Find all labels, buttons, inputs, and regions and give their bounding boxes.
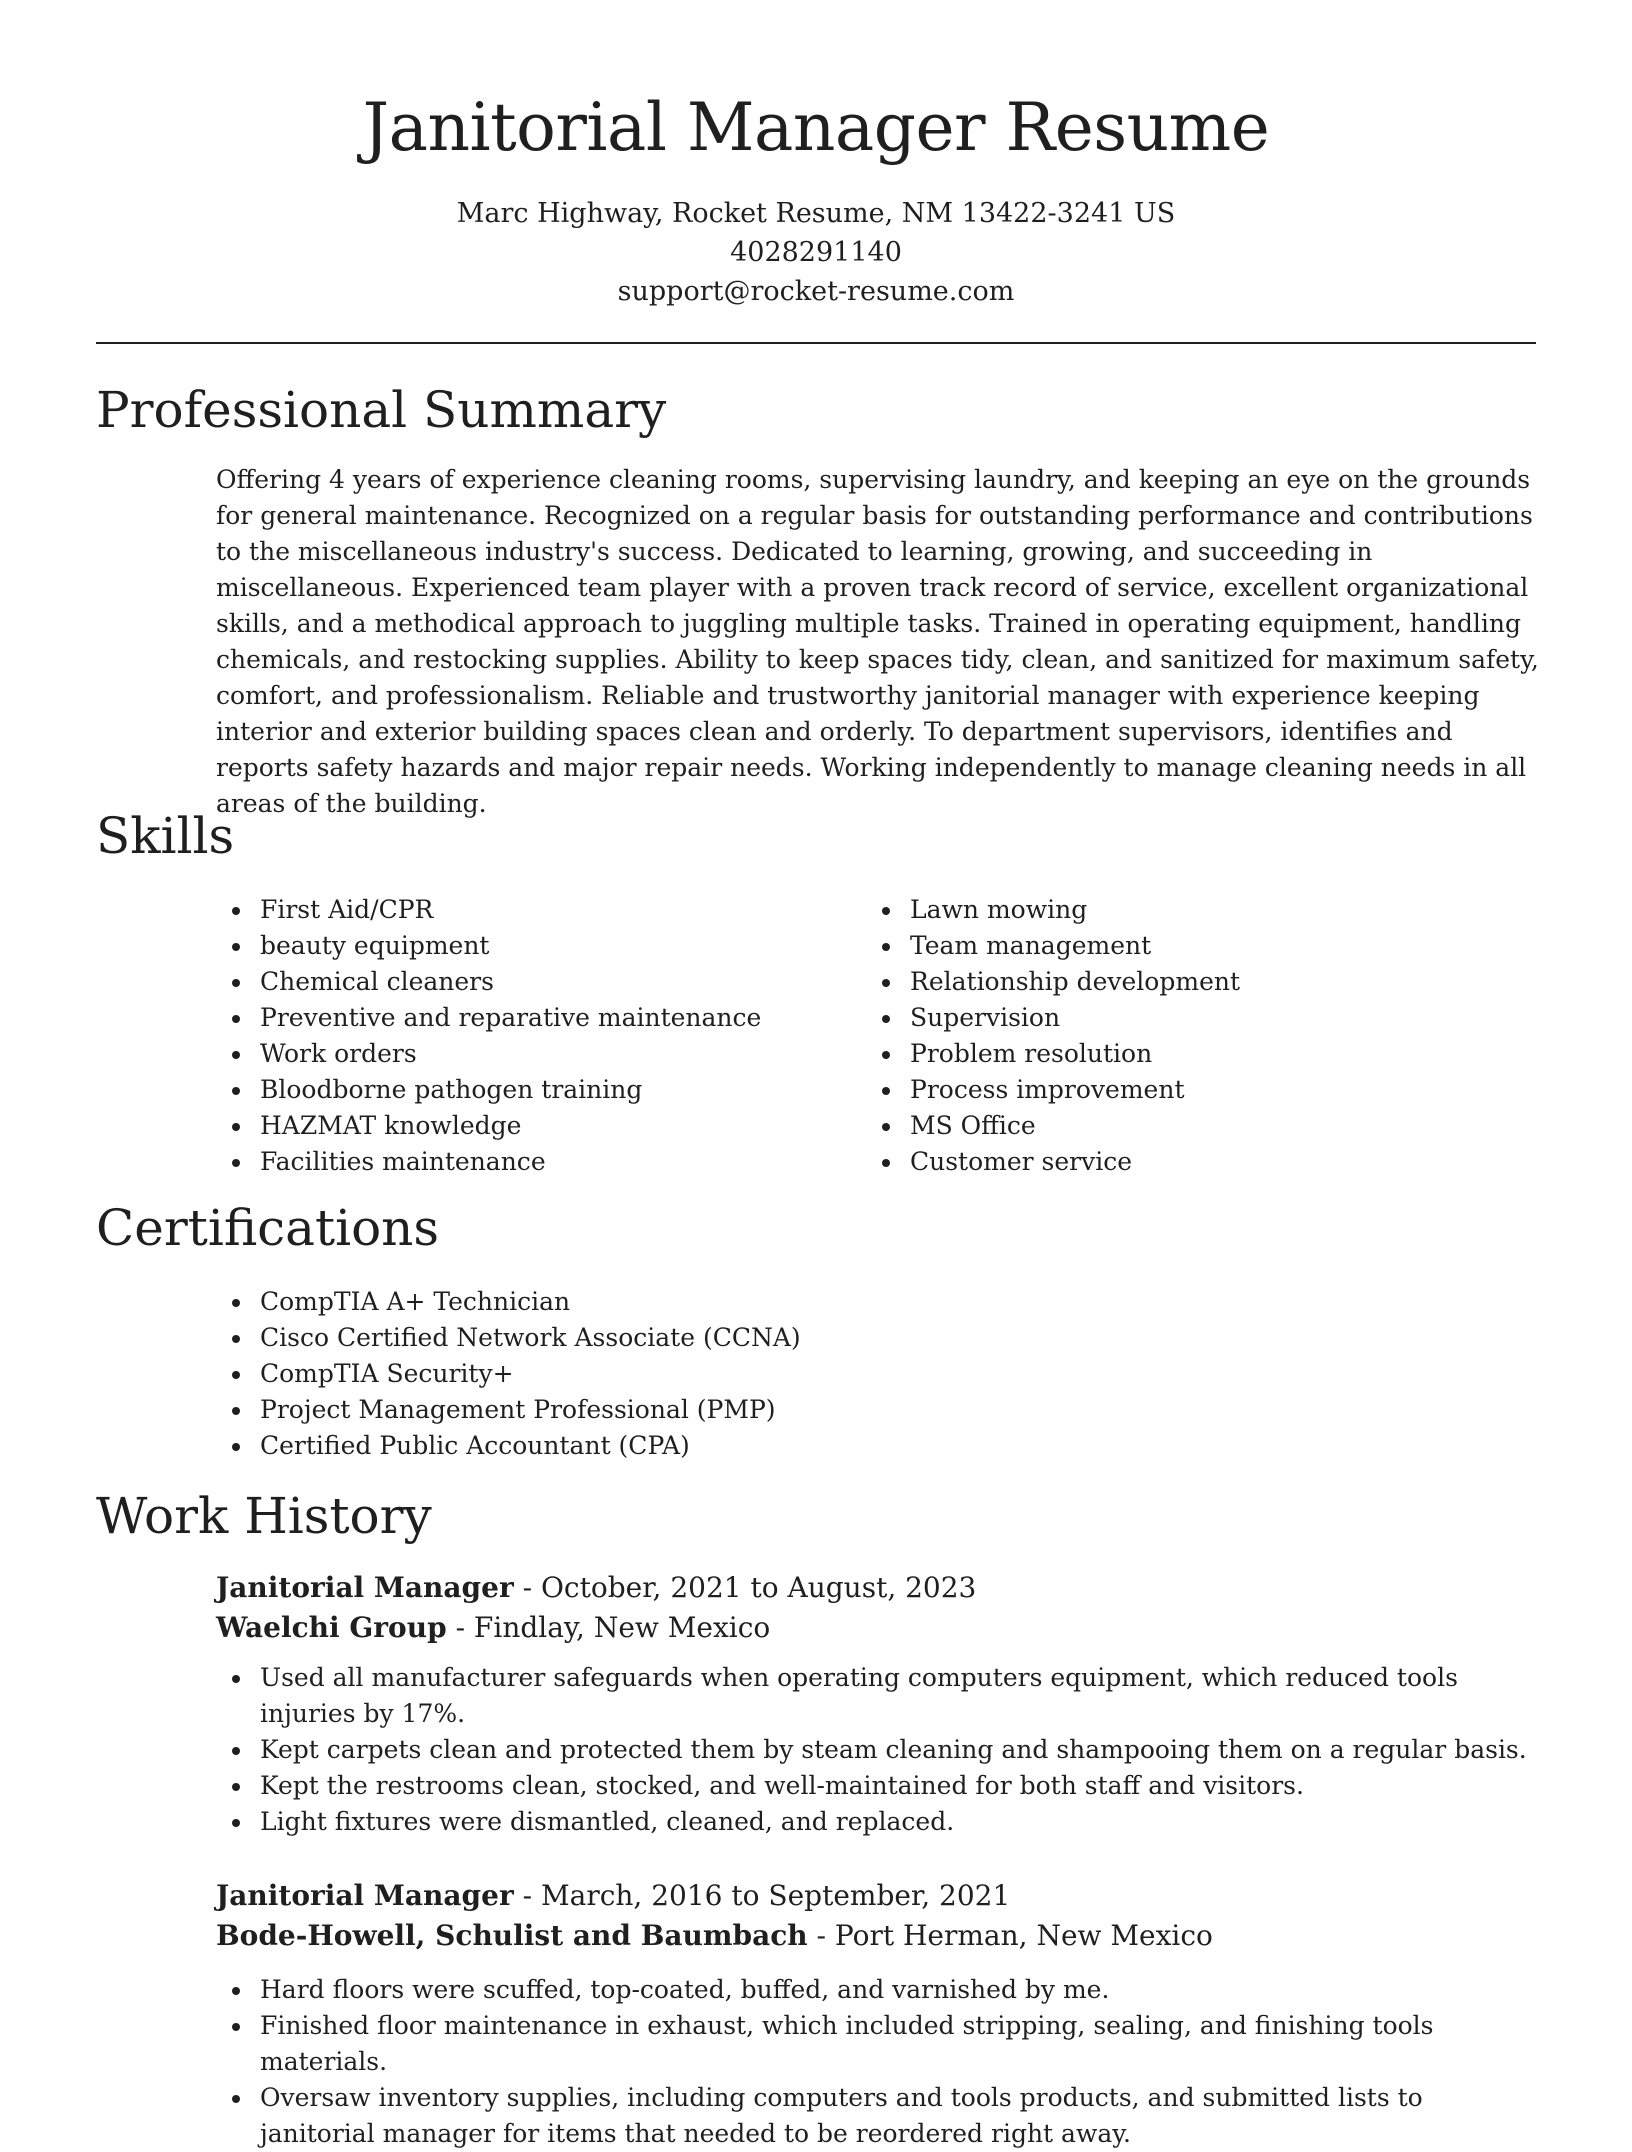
- job-bullets: [172, 1660, 1542, 1840]
- job-title: Janitorial Manager: [216, 1879, 514, 1912]
- job-bullet: Oversaw inventory supplies, including computers and tools products, and submitted lists to janitorial manager for items that needed to be reordered right away.: [172, 2080, 1542, 2152]
- skill-item: MS Office: [866, 1108, 1526, 1144]
- summary-text: Offering 4 years of experience cleaning rooms, supervising laundry, and keeping an eye on the grounds for general maintenance. Recognized on a regular basis for outstanding performance and contributions to the miscellaneous industry's success. Dedicated to learning, growing, and succeeding in miscellaneous. Experienced team player with a proven track record of service, excellent organizational skills, and a methodical approach to juggling multiple tasks. Trained in operating equipment, handling chemicals, and restocking supplies. Ability to keep spaces tidy, clean, and sanitized for maximum safety, comfort, and professionalism. Reliable and trustworthy janitorial manager with experience keeping interior and exterior building spaces clean and orderly. To department supervisors, identifies and reports safety hazards and major repair needs. Working independently to manage cleaning needs in all areas of the building.: [216, 465, 1539, 818]
- job-bullet: Hard floors were scuffed, top-coated, buffed, and varnished by me.: [172, 1972, 1542, 2008]
- job-company: Bode-Howell, Schulist and Baumbach: [216, 1919, 808, 1952]
- job-title-line: [216, 1568, 1542, 1608]
- resume-header: [0, 0, 1632, 311]
- job-title-line: [216, 1876, 1542, 1916]
- skill-item: Problem resolution: [866, 1036, 1526, 1072]
- section-title-skills: Skills: [96, 807, 235, 865]
- certification-item: CompTIA Security+: [216, 1356, 1536, 1392]
- resume-title: Janitorial Manager Resume: [362, 89, 1270, 166]
- skill-item: HAZMAT knowledge: [216, 1108, 856, 1144]
- skill-item: Customer service: [866, 1144, 1526, 1180]
- skill-item: Supervision: [866, 1000, 1526, 1036]
- certification-item: Certified Public Accountant (CPA): [216, 1428, 1536, 1464]
- contact-email: support@rocket-resume.com: [617, 276, 1015, 307]
- skill-item: Facilities maintenance: [216, 1144, 856, 1180]
- job-company-line: [216, 1916, 1542, 1956]
- skill-item: Team management: [866, 928, 1526, 964]
- skill-item: Bloodborne pathogen training: [216, 1072, 856, 1108]
- job-bullet: Used all manufacturer safeguards when operating computers equipment, which reduced tools injuries by 17%.: [172, 1660, 1542, 1732]
- job-dates: - March, 2016 to September, 2021: [513, 1879, 1011, 1912]
- job-entry: [216, 1568, 1542, 1840]
- job-bullet: Finished floor maintenance in exhaust, which included stripping, sealing, and finishing tools materials.: [172, 2008, 1542, 2080]
- section-title-work-history: Work History: [96, 1487, 432, 1545]
- job-bullet: Kept the restrooms clean, stocked, and well-maintained for both staff and visitors.: [172, 1768, 1542, 1804]
- certification-item: CompTIA A+ Technician: [216, 1284, 1536, 1320]
- skill-item: Process improvement: [866, 1072, 1526, 1108]
- header-divider: [96, 342, 1536, 344]
- skill-item: Chemical cleaners: [216, 964, 856, 1000]
- job-bullet: Light fixtures were dismantled, cleaned, and replaced.: [172, 1804, 1542, 1840]
- certifications-list: [216, 1284, 1536, 1464]
- contact-address: Marc Highway, Rocket Resume, NM 13422-3241 US: [456, 198, 1176, 229]
- skill-item: Work orders: [216, 1036, 856, 1072]
- skill-item: First Aid/CPR: [216, 892, 856, 928]
- skills-list-right: [866, 892, 1526, 1180]
- job-bullet: Kept carpets clean and protected them by steam cleaning and shampooing them on a regular basis.: [172, 1732, 1542, 1768]
- section-title-certifications: Certifications: [96, 1199, 440, 1257]
- job-bullets: [172, 1972, 1542, 2152]
- job-company: Waelchi Group: [216, 1611, 447, 1644]
- contact-phone: 4028291140: [730, 237, 902, 268]
- skills-list-left: [216, 892, 856, 1180]
- job-title: Janitorial Manager: [216, 1571, 514, 1604]
- job-company-line: [216, 1608, 1542, 1648]
- certification-item: Cisco Certified Network Associate (CCNA): [216, 1320, 1536, 1356]
- skill-item: Lawn mowing: [866, 892, 1526, 928]
- job-dates: - October, 2021 to August, 2023: [513, 1571, 977, 1604]
- job-entry: [216, 1876, 1542, 2152]
- skill-item: Preventive and reparative maintenance: [216, 1000, 856, 1036]
- contact-block: [0, 194, 1632, 311]
- section-title-summary: Professional Summary: [96, 381, 667, 439]
- skill-item: beauty equipment: [216, 928, 856, 964]
- job-location: - Port Herman, New Mexico: [807, 1919, 1213, 1952]
- skill-item: Relationship development: [866, 964, 1526, 1000]
- job-location: - Findlay, New Mexico: [446, 1611, 771, 1644]
- certification-item: Project Management Professional (PMP): [216, 1392, 1536, 1428]
